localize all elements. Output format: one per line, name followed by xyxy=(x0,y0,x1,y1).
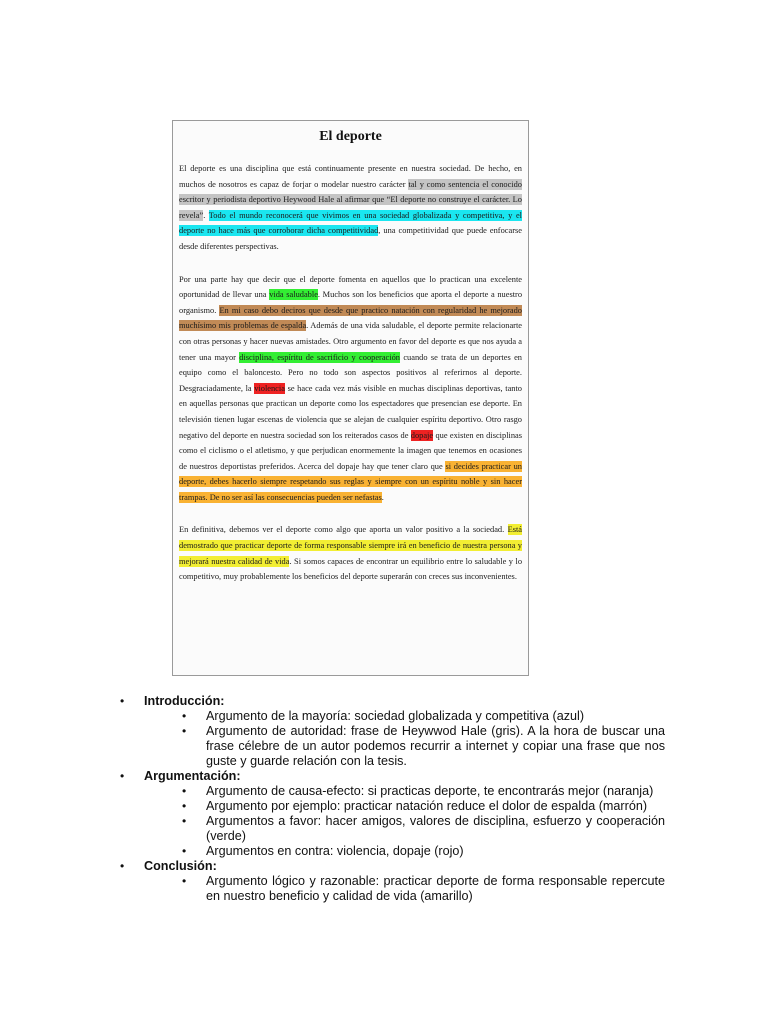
section-heading: Conclusión: xyxy=(144,859,217,873)
paragraph-text: Por una parte hay que decir que el deporte fomenta en aquellos que lo practican una excelente oportunidad de llevar una xyxy=(179,274,522,300)
outline-section xyxy=(120,859,665,904)
bullet-icon: • xyxy=(182,814,187,828)
paragraph-text: que existen en disciplinas como el ciclismo o el atletismo, y que perjudican enormemente la imagen que tenemos en ocasiones de nuestros deportistas preferidos. Acerca del dopaje hay que tener claro que xyxy=(179,430,523,471)
paragraph-text: . Muchos son los beneficios que aporta el deporte a nuestro organismo. xyxy=(179,290,523,315)
list-item-text: Argumentos a favor: hacer amigos, valores de disciplina, esfuerzo y cooperación (verde) xyxy=(206,814,665,843)
highlight-azul: Todo el mundo reconocerá que vivimos en una sociedad globalizada y competitiva, y el deporte no hace más que corroborar dicha competitividad xyxy=(179,210,523,236)
document-paragraph xyxy=(179,272,522,506)
paragraph-text: se hace cada vez más visible en muchas disciplinas deportivas, tanto en aquellas personas que practican un deporte como los espectadores que presencian ese deporte. En televisión tienen lugar escenas de violencia que se alejan de cualquier espíritu deportivo. Otro rasgo negativo del deporte en nuestra sociedad son los reiterados casos de xyxy=(179,383,522,440)
list-item xyxy=(182,799,665,814)
document-paragraph xyxy=(179,522,522,584)
list-item-text: Argumentos en contra: violencia, dopaje (rojo) xyxy=(206,844,464,858)
outline-section xyxy=(120,694,665,769)
embedded-document-image xyxy=(172,120,529,676)
list-item xyxy=(182,874,665,904)
bullet-icon: • xyxy=(182,709,187,723)
highlight-naranja: si decides practicar un deporte, debes hacerlo siempre respetando sus reglas y siempre con un espíritu noble y sin hacer trampas. De no ser así las consecuencias pueden ser nefastas xyxy=(179,461,522,502)
highlight-rojo: violencia xyxy=(254,383,285,393)
list-item xyxy=(182,814,665,844)
bullet-icon: • xyxy=(182,874,187,888)
document-body xyxy=(179,161,522,585)
paragraph-text: , una competitividad que puede enfocarse desde diferentes perspectivas. xyxy=(179,226,522,251)
bullet-icon: • xyxy=(182,724,187,738)
section-items xyxy=(144,874,665,904)
highlight-gris: tal y como sentencia el conocido escritor y periodista deportivo Heywood Hale al afirmar que “El deporte no construye el carácter. Lo revela” xyxy=(179,179,522,220)
highlight-amarillo: Está demostrado que practicar deporte de forma responsable siempre irá en beneficio de nuestra persona y mejorará nuestra calidad de vida xyxy=(179,525,522,566)
highlight-verde: disciplina, espíritu de sacrificio y cooperación xyxy=(239,352,400,362)
list-item-text: Argumento lógico y razonable: practicar deporte de forma responsable repercute en nuestro beneficio y calidad de vida (amarillo) xyxy=(206,874,665,903)
paragraph-text: cuando se trata de un deportes en equipo como el baloncesto. Pero no todo son aspectos positivos al referirnos al deporte. Desgraciadamente, la xyxy=(179,352,522,393)
bullet-icon: • xyxy=(182,784,187,798)
bullet-icon: • xyxy=(120,859,125,873)
paragraph-text: El deporte es una disciplina que está continuamente presente en nuestra sociedad. De hecho, en muchos de nosotros es capaz de forjar o modelar nuestro carácter xyxy=(179,164,522,189)
highlight-verde: vida saludable xyxy=(269,290,318,300)
highlight-marron: En mi caso debo deciros que desde que practico natación con regularidad he mejorado muchísimo mis problemas de espalda xyxy=(179,305,522,331)
list-item xyxy=(182,784,665,799)
paragraph-text: . Además de una vida saludable, el deporte permite relacionarte con otras personas y hacer nuevas amistades. Otro argumento en favor del deporte es que nos ayuda a tener una mayor xyxy=(179,321,522,362)
section-heading: Argumentación: xyxy=(144,769,241,783)
paragraph-text: . xyxy=(381,492,384,502)
document-title: El deporte xyxy=(319,129,382,144)
list-item xyxy=(182,844,665,859)
bullet-icon: • xyxy=(182,799,187,813)
list-item-text: Argumento de causa-efecto: si practicas deporte, te encontrarás mejor (naranja) xyxy=(206,784,654,798)
list-item-text: Argumento de la mayoría: sociedad globalizada y competitiva (azul) xyxy=(206,709,585,723)
section-heading: Introducción: xyxy=(144,694,225,708)
highlight-rojo: dopaje xyxy=(410,430,434,440)
bullet-icon: • xyxy=(120,694,125,708)
list-item xyxy=(182,709,665,724)
list-item xyxy=(182,724,665,769)
paragraph-text: En definitiva, debemos ver el deporte como algo que aporta un valor positivo a la sociedad. xyxy=(179,525,508,535)
bullet-icon: • xyxy=(182,844,187,858)
paragraph-text: . Si somos capaces de encontrar un equilibrio entre lo saludable y lo competitivo, muy probablemente los beneficios del deporte superarán con creces sus inconvenientes. xyxy=(179,556,523,582)
section-items xyxy=(144,709,665,769)
outline-section xyxy=(120,769,665,859)
section-items xyxy=(144,784,665,859)
list-item-text: Argumento por ejemplo: practicar natación reduce el dolor de espalda (marrón) xyxy=(206,799,648,813)
argument-outline xyxy=(120,694,665,904)
paragraph-text: . xyxy=(203,210,209,220)
outline-list xyxy=(120,694,665,904)
document-paragraph xyxy=(179,161,522,255)
bullet-icon: • xyxy=(120,769,125,783)
list-item-text: Argumento de autoridad: frase de Heywwod Hale (gris). A la hora de buscar una frase célebre de un autor podemos recurrir a internet y copiar una frase que nos guste y guarde relación con la tesis. xyxy=(206,724,665,768)
